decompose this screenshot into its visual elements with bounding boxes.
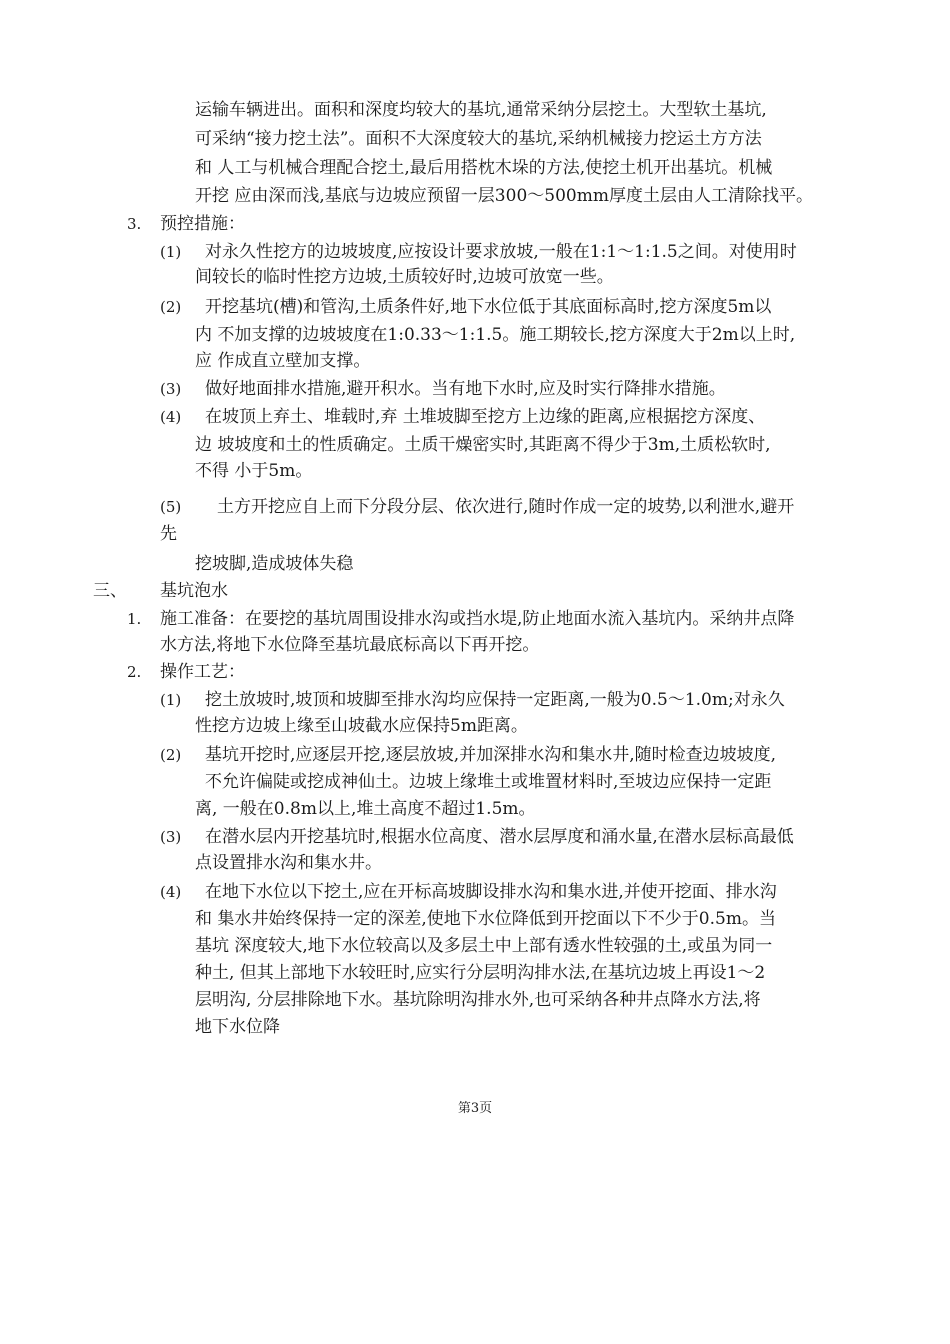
section-line: 水方法,将地下水位降至基坑最底标高以下再开挖。: [160, 635, 540, 655]
item-line: 地下水位降: [195, 1017, 280, 1037]
item-number: (3): [160, 828, 182, 846]
item-line: 在坡顶上弃土、堆载时,弃 土堆坡脚至挖方上边缘的距离,应根据挖方深度、: [205, 407, 766, 427]
item-number: (2): [160, 298, 182, 316]
item-line: 点设置排水沟和集水井。: [195, 853, 382, 873]
item-line: 基坑 深度较大,地下水位较高以及多层土中上部有透水性较强的土,或虽为同一: [195, 936, 773, 956]
item-line: 应 作成直立壁加支撑。: [195, 351, 371, 371]
item-line: 在潜水层内开挖基坑时,根据水位高度、潜水层厚度和涌水量,在潜水层标高最低: [205, 827, 794, 847]
section-number: 3.: [127, 215, 142, 233]
item-line: 不允许偏陡或挖成神仙土。边坡上缘堆土或堆置材料时,至坡边应保持一定距: [205, 772, 772, 792]
item-line: 基坑开挖时,应逐层开挖,逐层放坡,并加深排水沟和集水井,随时检查边坡坡度,: [205, 745, 777, 765]
item-line: 层明沟, 分层排除地下水。基坑除明沟排水外,也可采纳各种井点降水方法,将: [195, 990, 761, 1010]
chapter-number: 三、: [93, 581, 127, 601]
item-line: 挖土放坡时,坡顶和坡脚至排水沟均应保持一定距离,一般为0.5～1.0m;对永久: [205, 690, 785, 710]
section-line: 施工准备：在要挖的基坑周围设排水沟或挡水堤,防止地面水流入基坑内。采纳井点降: [160, 609, 795, 629]
item-line: 开挖基坑(槽)和管沟,土质条件好,地下水位低于其底面标高时,挖方深度5m以: [205, 297, 772, 317]
intro-line: 可采纳“接力挖土法”。面积不大深度较大的基坑,采纳机械接力挖运土方方法: [195, 129, 762, 149]
chapter-title: 基坑泡水: [160, 581, 228, 601]
page-number: 第3页: [457, 1101, 493, 1116]
item-number: (1): [160, 243, 182, 261]
section-number: 2.: [127, 663, 142, 681]
item-line: 种土, 但其上部地下水较旺时,应实行分层明沟排水法,在基坑边坡上再设1～2: [195, 963, 766, 983]
intro-line: 和 人工与机械合理配合挖土,最后用搭枕木垛的方法,使挖土机开出基坑。机械: [195, 158, 773, 178]
item-line: 做好地面排水措施,避开积水。当有地下水时,应及时实行降排水措施。: [205, 379, 726, 399]
item-line: 性挖方边坡上缘至山坡截水应保持5m距离。: [195, 716, 528, 736]
item-number: (4): [160, 883, 182, 901]
section-title: 操作工艺：: [160, 662, 245, 682]
item-line: 和 集水井始终保持一定的深差,使地下水位降低到开挖面以下不少于0.5m。当: [195, 909, 776, 929]
item-number: (3): [160, 380, 182, 398]
item-number: (4): [160, 408, 182, 426]
intro-line: 开挖 应由深而浅,基底与边坡应预留一层300～500mm厚度土层由人工清除找平。: [195, 186, 813, 206]
section-number: 1.: [127, 610, 142, 628]
item-number: (2): [160, 746, 182, 764]
section-title: 预控措施：: [160, 214, 245, 234]
item-line: 边 坡坡度和土的性质确定。土质干燥密实时,其距离不得少于3m,土质松软时,: [195, 435, 771, 455]
item-line: 间较长的临时性挖方边坡,土质较好时,边坡可放宽一些。: [195, 267, 614, 287]
item-line: 在地下水位以下挖土,应在开标高坡脚设排水沟和集水进,并使开挖面、排水沟: [205, 882, 777, 902]
intro-line: 运输车辆进出。面积和深度均较大的基坑,通常采纳分层挖土。大型软土基坑,: [195, 100, 767, 120]
item-number: (5): [160, 498, 182, 516]
item-line: 挖坡脚,造成坡体失稳: [195, 554, 354, 574]
item-line: 内 不加支撑的边坡坡度在1:0.33～1:1.5。施工期较长,挖方深度大于2m以上时,: [195, 325, 796, 345]
item-line: 对永久性挖方的边坡坡度,应按设计要求放坡,一般在1:1～1:1.5之间。对使用时: [205, 242, 797, 262]
item-number: (1): [160, 691, 182, 709]
item-line: 离, 一般在0.8m以上,堆土高度不超过1.5m。: [195, 799, 536, 819]
item-line: 土方开挖应自上而下分段分层、依次进行,随时作成一定的坡势,以利泄水,避开: [217, 497, 795, 517]
item-line: 先: [160, 524, 177, 544]
item-line: 不得 小于5m。: [195, 461, 313, 481]
